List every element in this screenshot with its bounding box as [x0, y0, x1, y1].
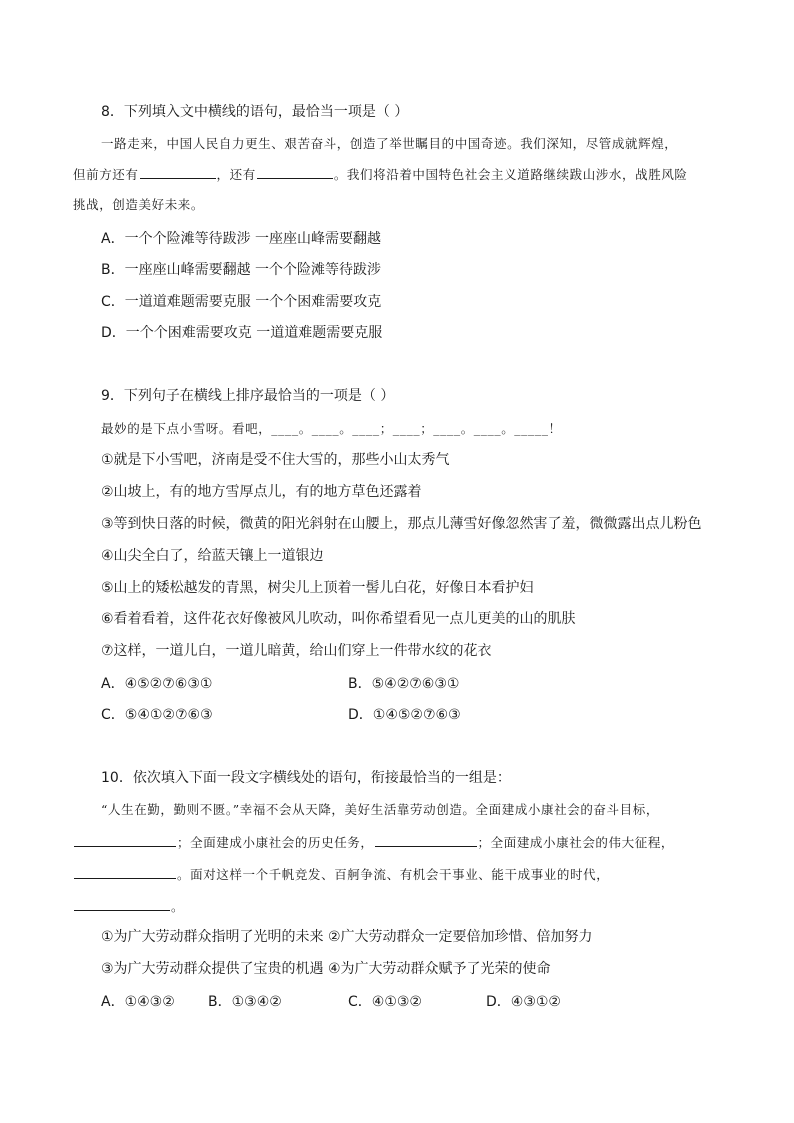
- q9-sentence-4: ④山尖全白了，给蓝天镶上一道银边: [101, 548, 324, 564]
- q9-sentence-3: ③等到快日落的时候，微黄的阳光斜射在山腰上，那点儿薄雪好像忽然害了羞，微微露出点儿粉色: [101, 516, 702, 532]
- q9-passage: 最妙的是下点小雪呀。看吧，____。____。____；____；____。____。_____！: [101, 421, 562, 436]
- q10-option-c[interactable]: C．④①③②: [348, 994, 422, 1010]
- q8-option-d[interactable]: D．一个个困难需要攻克 一道道难题需要克服: [101, 325, 383, 341]
- q8-stem: 8．下列填入文中横线的语句，最恰当一项是（ ）: [101, 104, 409, 120]
- q8-option-b[interactable]: B．一座座山峰需要翻越 一个个险滩等待跋涉: [101, 262, 382, 278]
- q8-blank-2[interactable]: [257, 164, 333, 179]
- q9-option-a[interactable]: A．④⑤②⑦⑥③①: [101, 676, 213, 692]
- q10-passage-line2: [73, 832, 674, 853]
- q8-passage-line2: [73, 164, 688, 185]
- q10-passage-part-a: ；全面建成小康社会的历史任务，: [177, 835, 374, 850]
- q10-passage-part-d: 。: [171, 899, 185, 914]
- q9-sentence-7: ⑦这样，一道儿白，一道儿暗黄，给山们穿上一件带水纹的花衣: [101, 643, 492, 659]
- q10-passage-line4: [73, 896, 184, 917]
- q9-option-b[interactable]: B．⑤④②⑦⑥③①: [348, 676, 460, 692]
- q10-passage-part-c: 。面对这样一个千帆竞发、百舸争流、有机会干事业、能干成事业的时代，: [177, 867, 610, 882]
- q8-passage-line1: 一路走来，中国人民自力更生、艰苦奋斗，创造了举世瞩目的中国奇迹。我们深知，尽管成就辉煌，: [101, 136, 678, 151]
- q8-passage-part-a: 但前方还有: [73, 167, 139, 182]
- q8-option-c[interactable]: C．一道道难题需要克服 一个个困难需要攻克: [101, 294, 382, 310]
- q10-passage-line3: [73, 864, 609, 885]
- q8-option-a[interactable]: A．一个个险滩等待跋涉 一座座山峰需要翻越: [101, 231, 382, 247]
- q9-option-c[interactable]: C．⑤④①②⑦⑥③: [101, 707, 213, 723]
- q8-blank-1[interactable]: [140, 164, 216, 179]
- q8-passage-line3: 挑战，创造美好未来。: [73, 197, 205, 212]
- q10-blank-4[interactable]: [74, 896, 170, 911]
- q8-passage-part-c: 。我们将沿着中国特色社会主义道路继续跋山涉水，战胜风险: [333, 167, 688, 182]
- q9-option-d[interactable]: D．①④⑤②⑦⑥③: [348, 707, 461, 723]
- q9-sentence-1: ①就是下小雪吧，济南是受不住大雪的，那些小山太秀气: [101, 452, 450, 468]
- q9-sentence-5: ⑤山上的矮松越发的青黑，树尖儿上顶着一髻儿白花，好像日本看护妇: [101, 580, 534, 596]
- q10-stem: 10．依次填入下面一段文字横线处的语句，衔接最恰当的一组是：: [101, 770, 511, 786]
- q9-sentence-6: ⑥看着看着，这件花衣好像被风儿吹动，叫你希望看见一点儿更美的山的肌肤: [101, 611, 576, 627]
- q8-passage-part-b: ，还有: [216, 167, 256, 182]
- q10-passage-line1: “人生在勤，勤则不匮。”幸福不会从天降，美好生活靠劳动创造。全面建成小康社会的奋斗目标，: [101, 802, 659, 817]
- q10-blank-1[interactable]: [74, 832, 176, 847]
- q10-option-b[interactable]: B．①③④②: [208, 994, 282, 1010]
- q10-choices-line2: ③为广大劳动群众提供了宝贵的机遇 ④为广大劳动群众赋予了光荣的使命: [101, 961, 551, 977]
- q10-choices-line1: ①为广大劳动群众指明了光明的未来 ②广大劳动群众一定要倍加珍惜、倍加努力: [101, 929, 593, 945]
- q10-option-a[interactable]: A．①④③②: [101, 994, 175, 1010]
- q10-blank-2[interactable]: [375, 832, 477, 847]
- q10-blank-3[interactable]: [74, 864, 176, 879]
- q9-stem: 9．下列句子在横线上排序最恰当的一项是（ ）: [101, 388, 395, 404]
- q10-passage-part-b: ；全面建成小康社会的伟大征程，: [477, 835, 675, 850]
- q10-option-d[interactable]: D．④③①②: [486, 994, 561, 1010]
- q9-sentence-2: ②山坡上，有的地方雪厚点儿，有的地方草色还露着: [101, 484, 422, 500]
